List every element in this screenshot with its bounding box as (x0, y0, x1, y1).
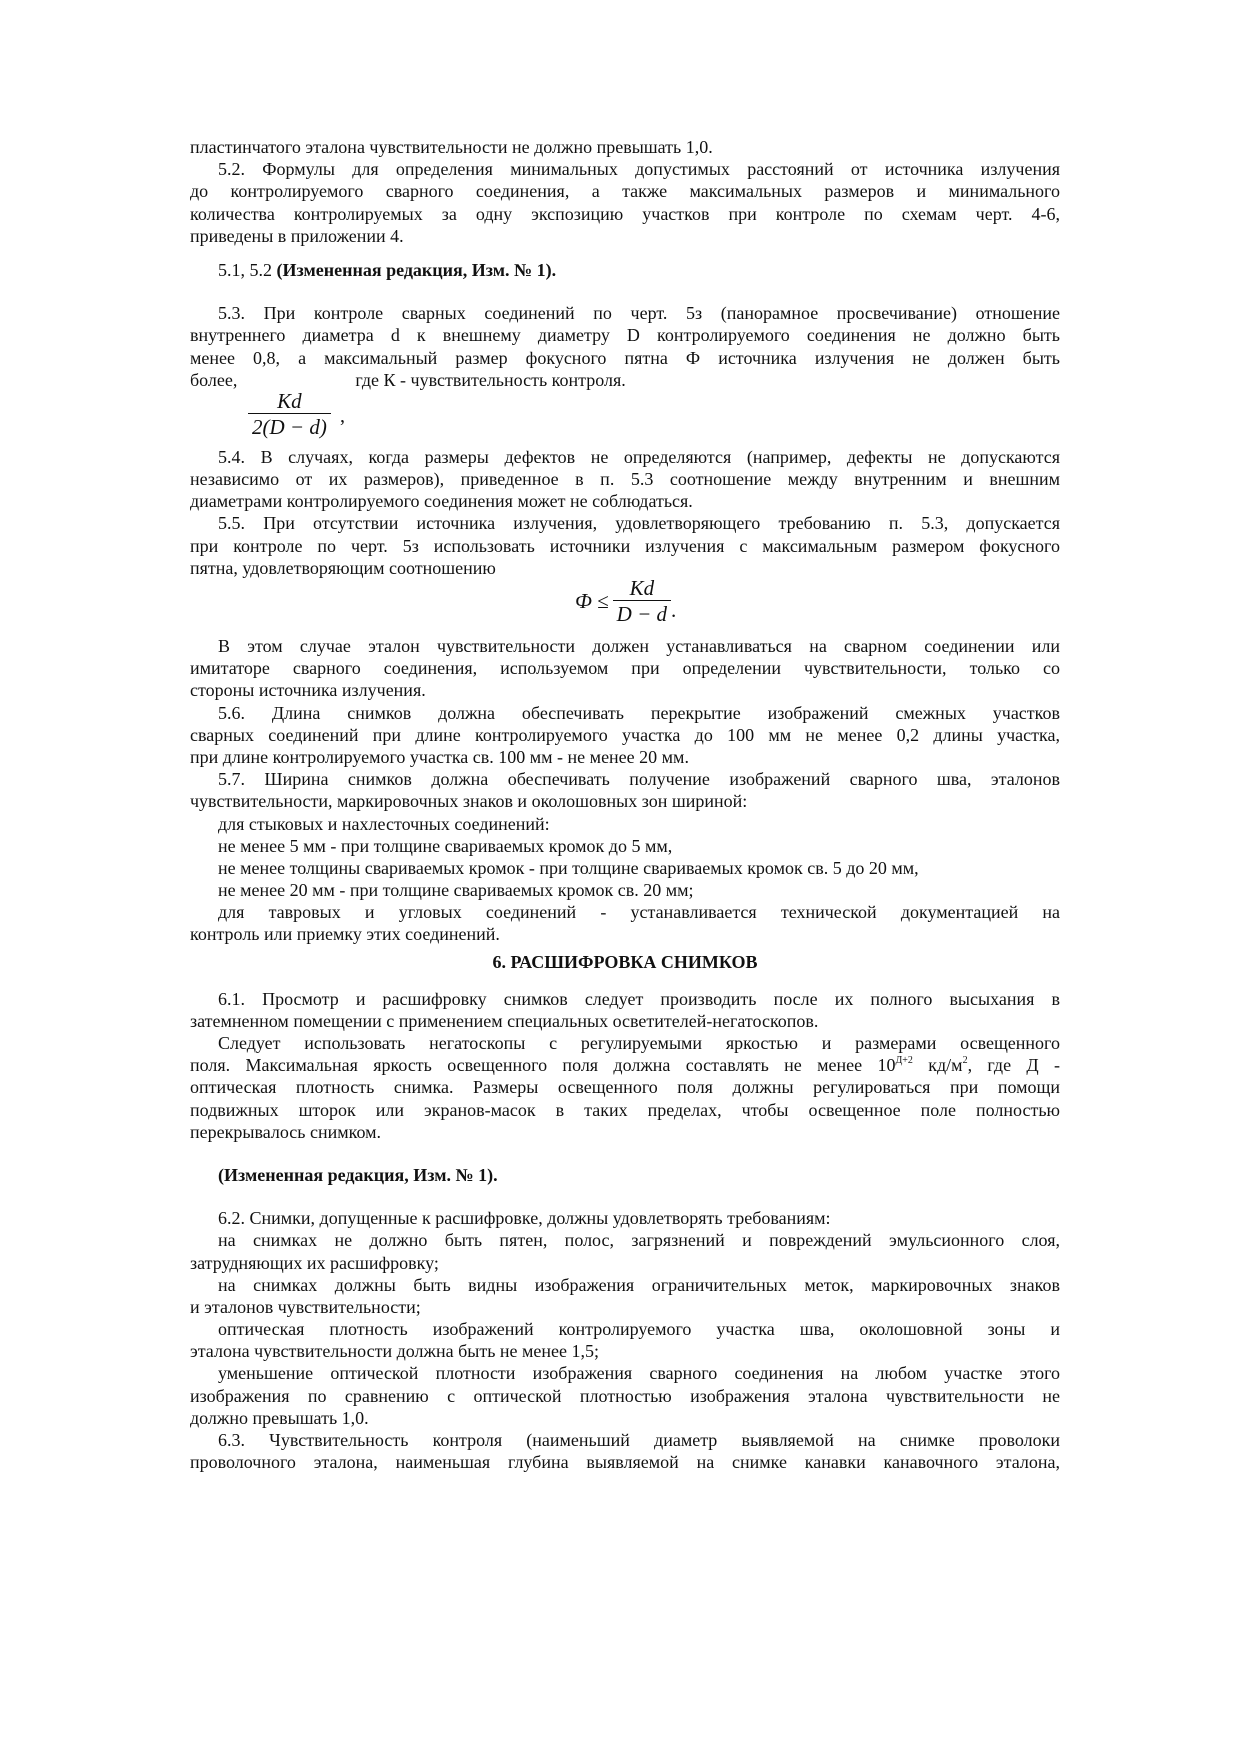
list-item (190, 879, 1060, 901)
paragraph-6-1-b-rest (190, 1076, 1060, 1143)
text-line: для тавровых и угловых соединений - устанавливается технической документацией на (218, 902, 1060, 923)
numerator: Kd (277, 388, 302, 413)
text-line: при контроле по черт. 5з использовать источники излучения с максимальным размером фокусного (190, 535, 1060, 556)
text-line: не менее 5 мм - при толщине свариваемых кромок до 5 мм, (218, 835, 673, 856)
text-line: на снимках не должно быть пятен, полос, загрязнений и повреждений эмульсионного слоя, (218, 1230, 1060, 1251)
text-line: чувствительности, маркировочных знаков и околошовных зон шириной: (190, 791, 748, 812)
paragraph-5-7 (190, 768, 1060, 812)
text-line: оптическая плотность снимка. Размеры освещенного поля должны регулироваться при помощи (190, 1077, 1060, 1098)
text-line: 5.7. Ширина снимков должна обеспечивать получение изображений сварного шва, эталонов (218, 769, 1060, 790)
text: более, (190, 369, 238, 390)
paragraph-6-1 (190, 988, 1060, 1032)
text-line: В этом случае эталон чувствительности должен устанавливаться на сварном соединении или (218, 636, 1060, 656)
text-line: 6.3. Чувствительность контроля (наименьший диаметр выявляемой на снимке проволоки (218, 1430, 1060, 1450)
amendment-ref: 5.1, 5.2 (218, 259, 277, 280)
text-line: проволочного эталона, наименьшая глубина выявляемой на снимке канавки канавочного эталона, (190, 1452, 1060, 1473)
formula-lhs: Ф ≤ (575, 589, 609, 613)
amendment-bold: (Измененная редакция, Изм. № 1). (218, 1164, 498, 1185)
list-item (190, 1318, 1060, 1362)
text: где К - чувствительность контроля. (355, 369, 626, 390)
text-line: пятна, удовлетворяющим соотношению (190, 557, 496, 578)
text-line: 5.3. При контроле сварных соединений по черт. 5з (панорамное просвечивание) отношение (218, 303, 1060, 324)
amendment-note-2 (190, 1164, 1060, 1186)
amendment-note (190, 259, 1060, 281)
text-line: 6.2. Снимки, допущенные к расшифровке, должны удовлетворять требованиям: (218, 1208, 831, 1229)
text-line: сварных соединений при длине контролируемого участка до 100 мм не менее 0,2 длины участка, (190, 724, 1060, 745)
text-line: подвижных шторок или экранов-масок в таких пределах, чтобы освещенное поле полностью (190, 1099, 1060, 1120)
text-line: эталона чувствительности должна быть не менее 1,5; (190, 1341, 600, 1362)
text-line: контроль или приемку этих соединений. (190, 924, 500, 945)
paragraph-5-2 (190, 158, 1060, 247)
text-line: при длине контролируемого участка св. 100 мм - не менее 20 мм. (190, 746, 689, 767)
punct: . (671, 598, 677, 622)
text-line: изображения по сравнению с оптической плотностью изображения эталона чувствительности не (190, 1385, 1060, 1406)
text-line: пластинчатого эталона чувствительности не должно превышать 1,0. (190, 137, 713, 157)
text-line: 5.2. Формулы для определения минимальных допустимых расстояний от источника излучения (218, 159, 1060, 180)
denominator: D − d (613, 600, 671, 627)
formula-fraction (190, 388, 1060, 446)
paragraph-case (190, 635, 1060, 702)
paragraph-6-2 (190, 1207, 1060, 1229)
text-line: затемненном помещении с применением специальных осветителей-негатоскопов. (190, 1010, 819, 1031)
paragraph-6-1-b (190, 1032, 1060, 1143)
text-line: 5.4. В случаях, когда размеры дефектов не определяются (например, дефекты не допускаются (218, 446, 1060, 467)
text-line: уменьшение оптической плотности изображения сварного соединения на любом участке этого (218, 1363, 1060, 1384)
text-line: диаметрами контролируемого соединения может не соблюдаться. (190, 491, 693, 512)
punct: , (340, 404, 345, 427)
text-line: до контролируемого сварного соединения, а также максимальных размеров и минимального (190, 181, 1060, 202)
list-item (190, 857, 1060, 879)
list-item (190, 1362, 1060, 1429)
paragraph-5-6 (190, 702, 1060, 769)
text-line: внутреннего диаметра d к внешнему диаметру D контролируемого соединения не должно быть (190, 325, 1060, 346)
text-line: поля. Максимальная яркость освещенного поля должна составлять не менее $10^{Д+2}$ $кд/м^2$, где Д - (190, 1055, 1060, 1076)
text-line: не менее толщины свариваемых кромок - при толщине свариваемых кромок св. 5 до 20 мм, (218, 857, 919, 878)
text-line: менее 0,8, а максимальный размер фокусного пятна Ф источника излучения не должен быть (190, 347, 1060, 368)
text-line: для стыковых и нахлесточных соединений: (218, 813, 550, 834)
text-line: на снимках должны быть видны изображения ограничительных меток, маркировочных знаков (218, 1274, 1060, 1295)
paragraph-5-4 (190, 446, 1060, 513)
numerator: Kd (629, 576, 655, 600)
denominator: 2(D − d) (248, 413, 331, 440)
list-item (190, 901, 1060, 945)
text-line: перекрывалось снимком. (190, 1121, 382, 1142)
paragraph-5-3-lines (190, 302, 1060, 369)
paragraph-5-3 (190, 302, 1060, 391)
section-heading: 6. РАСШИФРОВКА СНИМКОВ (492, 951, 758, 972)
list-item (190, 1274, 1060, 1318)
paragraph (190, 136, 1060, 158)
amendment-bold: (Измененная редакция, Изм. № 1). (276, 259, 557, 280)
formula-inequality (190, 576, 1060, 635)
document-page (190, 136, 1060, 1473)
text-line: должно превышать 1,0. (190, 1407, 369, 1428)
text-line: 5.5. При отсутствии источника излучения, удовлетворяющего требованию п. 5.3, допускается (218, 513, 1060, 534)
paragraph-6-3 (190, 1429, 1060, 1473)
list-item (190, 835, 1060, 857)
text-line: 5.6. Длина снимков должна обеспечивать перекрытие изображений смежных участков (218, 702, 1060, 723)
text-line: независимо от их размеров), приведенное в п. 5.3 соотношение между внутренним и внешним (190, 469, 1060, 490)
text-line: имитаторе сварного соединения, используемом при определении чувствительности, только со (190, 658, 1060, 679)
list-item (190, 813, 1060, 835)
text-line: не менее 20 мм - при толщине свариваемых кромок св. 20 мм; (218, 880, 694, 901)
text-line: количества контролируемых за одну экспозицию участков при контроле по схемам черт. 4-6, (190, 203, 1060, 224)
text-line: стороны источника излучения. (190, 680, 426, 701)
text-line: приведены в приложении 4. (190, 225, 404, 246)
text-line: и эталонов чувствительности; (190, 1296, 421, 1317)
text-line: оптическая плотность изображений контролируемого участка шва, околошовной зоны и (218, 1319, 1060, 1340)
paragraph-5-5 (190, 512, 1060, 579)
text-line: 6.1. Просмотр и расшифровку снимков следует производить после их полного высыхания в (218, 988, 1060, 1009)
list-item (190, 1229, 1060, 1273)
text-line: затрудняющих их расшифровку; (190, 1252, 439, 1273)
text-line: Следует использовать негатоскопы с регулируемыми яркостью и размерами освещенного (218, 1033, 1060, 1053)
